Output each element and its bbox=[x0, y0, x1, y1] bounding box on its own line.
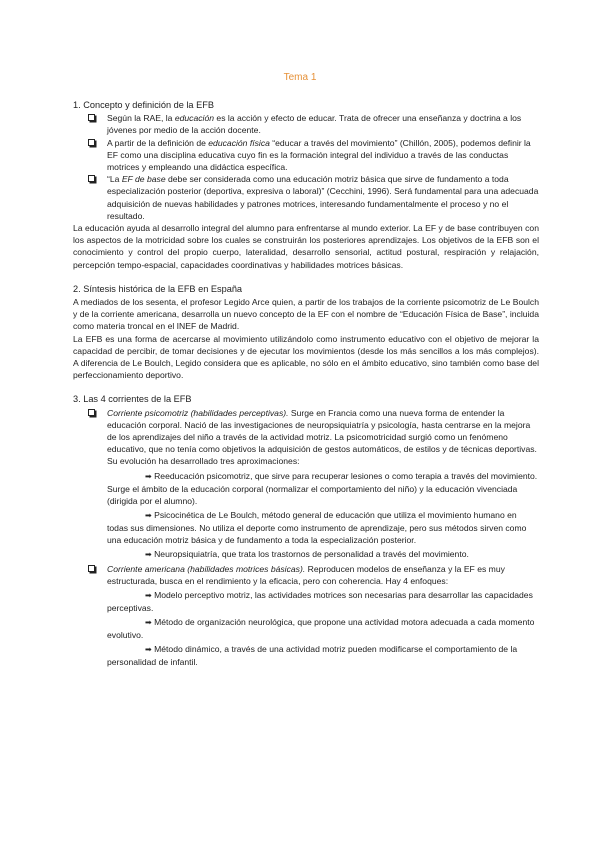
section-heading: 1. Concepto y definición de la EFB bbox=[73, 100, 214, 110]
sub-list-item: ➡ Psicocinética de Le Boulch, método general de educación que utiliza el movimiento humano en todas sus dimensiones. No utiliza el deporte como instrumento de aprendizaje, pero sus métodos sirven como una educación motriz básica y de fundamento a toda la especialización posterior. bbox=[107, 509, 527, 545]
section-concept bbox=[73, 99, 539, 271]
sub-list bbox=[107, 470, 539, 561]
list-item: Corriente psicomotriz (habilidades perceptivas). Surge en Francia como una nueva forma de entender la educación corporal. Nació de las investigaciones de neuropsiquiatría y psicología, hasta centrarse en la mejora de los aprendizajes del niño a través de la actividad motriz. La psicomotricidad surgió como un fenómeno educativo, que no tenía como objetivos la adquisición de gestos automáticos, de estilos y de técnicas deportivas. Su evolución ha desarrollado tres aproximaciones: ➡ Reeducación psicomotriz, que sirve para recuperar lesiones o como terapia a través del movimiento. Surge el ámbito de la educación corporal (normalizar el comportamiento del niño) y la educación vivenciada (dirigida por el alumno). ➡ Psicocinética de Le Boulch, método general de educación que utiliza el movimiento humano en todas sus dimensiones. No utiliza el deporte como instrumento de aprendizaje, pero sus métodos sirven como una educación motriz básica y de fundamento a toda la especialización posterior. ➡ Neuropsiquiatría, que trata los trastornos de personalidad a través del movimiento. bbox=[73, 407, 539, 561]
paragraph: La educación ayuda al desarrollo integral del alumno para enfrentarse al mundo exterior. La EF y de base contribuyen con los aspectos de la motricidad sobre los cuales se construirán los posteriores aprendizajes. Los objetivos de la EFB son el conocimiento y control del propio cuerpo, lateralidad, desarrollo sensorial, actitud postural, respiración y relajación, percepción tempo-espacial, capacidades coordinativas y habilidades motrices básicas. bbox=[73, 223, 539, 270]
right-arrow-icon: ➡ bbox=[145, 591, 152, 601]
right-arrow-icon: ➡ bbox=[145, 645, 152, 655]
right-arrow-icon: ➡ bbox=[145, 471, 152, 481]
section-currents bbox=[73, 393, 539, 668]
sub-list-item: ➡ Método de organización neurológica, que propone una actividad motora adecuada a cada momento evolutivo. bbox=[107, 617, 535, 641]
paragraph: A mediados de los sesenta, el profesor Legido Arce quien, a partir de los trabajos de la corriente psicomotriz de Le Boulch y de la corriente americana, desarrolla un nuevo concepto de la EF con el nombre de “Educación Física de Base”, incluida como materia troncal en el INEF de Madrid. bbox=[73, 297, 539, 332]
section-heading: 2. Síntesis histórica de la EFB en España bbox=[73, 283, 243, 294]
checkbox-bullet-icon bbox=[88, 409, 95, 416]
right-arrow-icon: ➡ bbox=[145, 618, 152, 628]
right-arrow-icon: ➡ bbox=[145, 510, 152, 520]
sub-list bbox=[107, 589, 539, 668]
paragraph: La EFB es una forma de acercarse al movimiento utilizándolo como instrumento educativo con el objetivo de mejorar la capacidad de percibir, de tomar decisiones y de ejecutar los movimientos (desde los más sencillos a los más complejos). A diferencia de Le Boulch, Legido considera que es aplicable, no sólo en el ámbito educativo, sino también como base del perfeccionamiento deportivo. bbox=[73, 333, 539, 381]
document-title: Tema 1 bbox=[283, 72, 317, 83]
document-body bbox=[73, 99, 539, 680]
section-heading: 3. Las 4 corrientes de la EFB bbox=[73, 394, 192, 405]
sub-list-item: ➡ Modelo perceptivo motriz, las actividades motrices son necesarias para desarrollar las capacidades perceptivas. bbox=[107, 590, 533, 614]
checkbox-bullet-icon bbox=[88, 139, 95, 146]
bullet-list bbox=[73, 407, 539, 668]
checkbox-bullet-icon bbox=[88, 175, 95, 182]
sub-list-item: ➡ Neuropsiquiatría, que trata los trastornos de personalidad a través del movimiento. bbox=[145, 548, 469, 559]
section-history bbox=[73, 283, 539, 382]
checkbox-bullet-icon bbox=[88, 114, 95, 121]
list-item: Según la RAE, la educación es la acción y efecto de educar. Trata de ofrecer una enseñanza y doctrina a los jóvenes por medio de la acción docente. bbox=[73, 112, 539, 136]
list-item: Corriente americana (habilidades motrices básicas). Reproducen modelos de enseñanza y la EF es muy estructurada, busca en el rendimiento y la eficacia, pero con coherencia. Hay 4 enfoques: ➡ Modelo perceptivo motriz, las actividades motrices son necesarias para desarrollar las capacidades perceptivas. ➡ Método de organización neurológica, que propone una actividad motora adecuada a cada momento evolutivo. ➡ Método dinámico, a través de una actividad motriz pueden modificarse el comportamiento de la personalidad de infantil. bbox=[73, 563, 539, 668]
list-item: “La EF de base debe ser considerada como una educación motriz básica que sirve de fundamento a toda especialización posterior (deportiva, expresiva o laboral)” (Cecchini, 1996). Será fundamental para una adecuada adquisición de nuevas habilidades y patrones motrices, interesando fundamentalmente el proceso y no el resultado. bbox=[73, 173, 539, 222]
bullet-list bbox=[73, 112, 539, 222]
checkbox-bullet-icon bbox=[88, 565, 95, 572]
sub-list-item: ➡ Método dinámico, a través de una actividad motriz pueden modificarse el comportamiento de la personalidad de infantil. bbox=[107, 644, 518, 668]
right-arrow-icon: ➡ bbox=[145, 549, 152, 559]
sub-list-item: ➡ Reeducación psicomotriz, que sirve para recuperar lesiones o como terapia a través del movimiento. Surge el ámbito de la educación corporal (normalizar el comportamiento del niño) y la educación vivenciada (dirigida por el alumno). bbox=[107, 470, 538, 506]
list-item: A partir de la definición de educación física “educar a través del movimiento” (Chillón, 2005), podemos definir la EF como una disciplina educativa cuyo fin es la formación integral del individuo a través de las conductas motrices y empleando una didáctica específica. bbox=[73, 137, 539, 174]
